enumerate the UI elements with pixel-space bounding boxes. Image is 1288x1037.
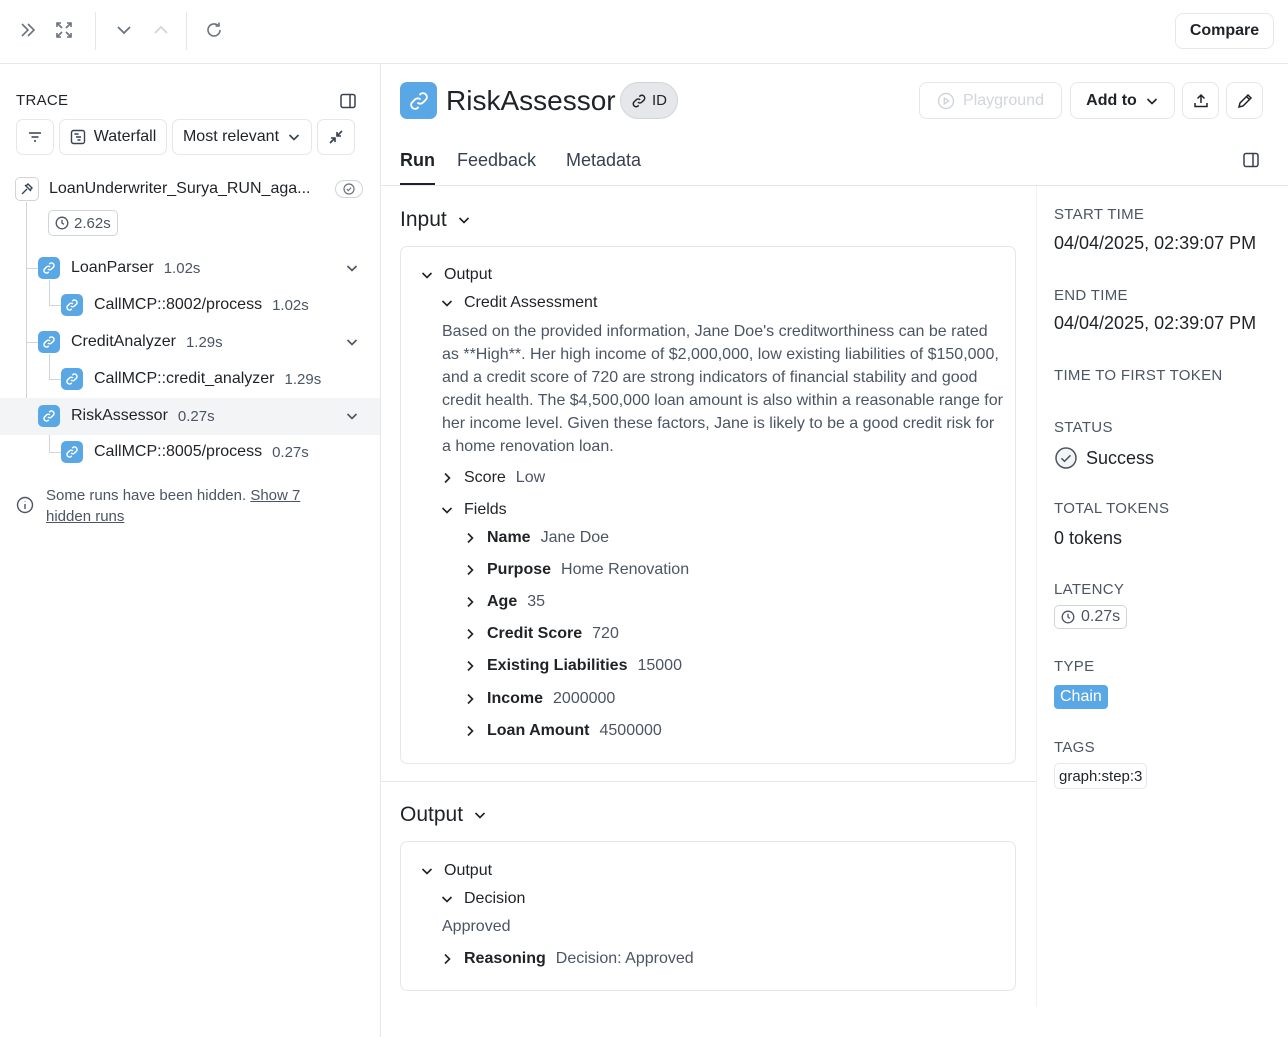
tree-node-time: 0.27s xyxy=(177,407,215,425)
chevron-down-icon xyxy=(440,296,456,310)
total-tokens-label: TOTAL TOKENS xyxy=(1054,500,1170,517)
active-tab-indicator xyxy=(400,183,435,185)
compare-button[interactable]: Compare xyxy=(1175,13,1274,49)
chevron-down-icon[interactable] xyxy=(345,261,359,275)
tree-connector xyxy=(49,452,61,453)
chevron-right-icon xyxy=(463,563,479,577)
collapse-button[interactable] xyxy=(317,119,355,155)
chevron-down-icon xyxy=(440,503,456,517)
input-output-key[interactable]: Output xyxy=(420,266,492,284)
sidebar-toggle-icon[interactable] xyxy=(1242,151,1260,169)
score-row[interactable]: Score Low xyxy=(440,469,545,487)
fields-row[interactable]: Fields xyxy=(440,501,507,519)
trace-root-row[interactable] xyxy=(15,175,375,203)
fullscreen-icon[interactable] xyxy=(52,18,76,42)
end-time-value: 04/04/2025, 02:39:07 PM xyxy=(1054,313,1257,333)
trace-duration: 2.62s xyxy=(74,214,111,232)
tab-run[interactable]: Run xyxy=(400,150,435,170)
id-label: ID xyxy=(652,92,667,109)
tree-node-time: 1.29s xyxy=(284,370,322,388)
reasoning-row[interactable]: Reasoning Decision: Approved xyxy=(440,950,694,968)
chevron-down-icon xyxy=(457,213,471,227)
tree-node-time: 1.02s xyxy=(272,296,309,314)
field-row[interactable]: Name Jane Doe xyxy=(463,529,609,547)
chevron-right-icon xyxy=(463,627,479,641)
agent-icon xyxy=(15,177,39,201)
tree-node-name: CreditAnalyzer xyxy=(71,333,176,350)
trace-heading: TRACE xyxy=(16,92,69,109)
tree-node-time: 1.29s xyxy=(185,333,223,351)
waterfall-icon xyxy=(70,129,86,145)
chevron-down-icon xyxy=(473,808,487,822)
tree-node-callmcp-credit[interactable] xyxy=(61,365,321,393)
field-row[interactable]: Age 35 xyxy=(463,593,545,611)
chevron-right-icon xyxy=(440,952,456,966)
filter-button[interactable] xyxy=(16,119,54,155)
tree-connector xyxy=(49,305,61,306)
edit-button[interactable] xyxy=(1226,82,1263,119)
filter-icon xyxy=(26,128,44,146)
waterfall-label: Waterfall xyxy=(93,128,157,145)
link-icon xyxy=(631,93,647,109)
chevron-down-icon xyxy=(1145,94,1159,108)
tree-node-creditanalyzer[interactable] xyxy=(38,328,223,356)
sort-select[interactable] xyxy=(172,119,312,155)
section-divider xyxy=(381,781,1036,782)
upload-icon xyxy=(1192,92,1210,110)
tree-node-riskassessor[interactable] xyxy=(38,402,215,430)
link-icon xyxy=(400,82,437,119)
tags-label: TAGS xyxy=(1054,739,1095,756)
tree-connector xyxy=(49,354,50,380)
latency-value: 0.27s xyxy=(1081,608,1121,625)
tree-node-callmcp-8005[interactable] xyxy=(61,438,309,466)
start-time-value: 04/04/2025, 02:39:07 PM xyxy=(1054,233,1257,253)
link-icon xyxy=(61,294,83,316)
run-tabs xyxy=(381,140,1288,186)
sort-label: Most relevant xyxy=(182,128,280,145)
chevron-right-icon xyxy=(463,531,479,545)
playground-button[interactable] xyxy=(919,82,1062,119)
latency-badge xyxy=(1054,605,1127,629)
share-button[interactable] xyxy=(1182,82,1219,119)
tree-node-name: CallMCP::8005/process xyxy=(94,443,263,460)
tag-badge[interactable]: graph:step:3 xyxy=(1054,763,1147,789)
input-title: Input xyxy=(400,208,447,231)
type-label: TYPE xyxy=(1054,658,1095,675)
trace-duration-badge xyxy=(48,210,118,236)
copy-id-button[interactable] xyxy=(620,82,678,119)
chevron-up-icon[interactable] xyxy=(149,18,173,42)
output-output-key[interactable]: Output xyxy=(420,862,492,880)
tab-feedback[interactable]: Feedback xyxy=(457,150,537,170)
page-title: RiskAssessor xyxy=(446,85,616,116)
play-circle-icon xyxy=(937,92,955,110)
output-title: Output xyxy=(400,803,464,826)
link-icon xyxy=(61,368,83,390)
refresh-icon[interactable] xyxy=(202,18,226,42)
sidebar-toggle-icon[interactable] xyxy=(339,92,357,110)
tree-node-loanparser[interactable] xyxy=(38,254,200,282)
type-badge: Chain xyxy=(1054,685,1108,709)
add-to-button[interactable] xyxy=(1070,82,1175,119)
input-section-toggle[interactable] xyxy=(400,208,471,232)
tree-node-time: 1.02s xyxy=(163,259,201,277)
status-label: STATUS xyxy=(1054,419,1113,436)
credit-assessment-key[interactable]: Credit Assessment xyxy=(440,294,597,312)
end-time-label: END TIME xyxy=(1054,287,1128,304)
chevron-right-icon xyxy=(440,471,456,485)
link-icon xyxy=(38,331,60,353)
clock-icon xyxy=(1061,610,1075,624)
credit-assessment-text: Based on the provided information, Jane Doe's creditworthiness can be rated as **High**. Her high income of $2,000,000, low existing liabilities of $150,000, and a credit score of 720 are strong indicators of financial stability and good credit health. The $4,500,000 loan amount is also within a reasonable range for her income level. Given these factors, Jane is likely to be a good credit risk for a home renovation loan. xyxy=(442,323,1003,455)
check-circle-icon xyxy=(1054,446,1078,470)
playground-label: Playground xyxy=(963,91,1044,109)
tree-connector xyxy=(49,280,50,306)
trace-root-name: LoanUnderwriter_Surya_RUN_aga... xyxy=(49,180,311,197)
tree-node-name: CallMCP::8002/process xyxy=(94,296,263,313)
collapse-icon xyxy=(327,128,345,146)
check-circle-icon xyxy=(335,180,363,198)
tree-node-callmcp-8002[interactable] xyxy=(61,291,309,319)
info-icon xyxy=(16,496,34,514)
tree-connector xyxy=(26,202,27,404)
show-hidden-runs-link[interactable]: Show 7 hidden runs xyxy=(46,487,301,525)
chevron-right-icon xyxy=(463,595,479,609)
field-row[interactable]: Existing Liabilities 15000 xyxy=(463,657,682,675)
tree-node-name: CallMCP::credit_analyzer xyxy=(94,370,275,387)
status-value: Success xyxy=(1086,447,1155,468)
clock-icon xyxy=(55,216,69,230)
tree-connector xyxy=(26,342,38,343)
status-value-row xyxy=(1054,446,1154,470)
link-icon xyxy=(61,441,83,463)
tab-metadata[interactable]: Metadata xyxy=(566,150,642,170)
tree-node-time: 0.27s xyxy=(272,443,309,461)
expand-panel-icon[interactable] xyxy=(16,18,40,42)
tree-connector xyxy=(49,379,61,380)
hidden-runs-note xyxy=(16,485,346,527)
start-time-label: START TIME xyxy=(1054,206,1145,223)
trace-panel xyxy=(0,64,381,1037)
ttft-label: TIME TO FIRST TOKEN xyxy=(1054,367,1223,384)
tree-node-name: RiskAssessor xyxy=(71,407,168,424)
decision-key[interactable]: Decision xyxy=(440,890,525,908)
chevron-down-icon[interactable] xyxy=(112,18,136,42)
output-section-toggle[interactable] xyxy=(400,803,487,827)
chevron-down-icon xyxy=(420,268,436,282)
decision-value: Approved xyxy=(442,918,511,935)
link-icon xyxy=(38,257,60,279)
field-row[interactable]: Credit Score 720 xyxy=(463,625,619,643)
toolbar-divider xyxy=(95,12,96,50)
chevron-down-icon xyxy=(287,130,301,144)
field-row[interactable]: Purpose Home Renovation xyxy=(463,561,689,579)
chevron-down-icon xyxy=(420,864,436,878)
link-icon xyxy=(38,405,60,427)
add-to-label: Add to xyxy=(1086,91,1137,109)
output-card xyxy=(400,841,1016,991)
field-row[interactable]: Income 2000000 xyxy=(463,690,615,708)
pencil-icon xyxy=(1236,92,1254,110)
chevron-right-icon xyxy=(463,659,479,673)
tree-connector xyxy=(26,268,38,269)
latency-label: LATENCY xyxy=(1054,581,1125,598)
chevron-down-icon[interactable] xyxy=(345,409,359,423)
top-toolbar xyxy=(0,0,1288,64)
chevron-right-icon xyxy=(463,724,479,738)
waterfall-button[interactable] xyxy=(59,119,167,155)
chevron-down-icon[interactable] xyxy=(345,335,359,349)
chevron-down-icon xyxy=(440,892,456,906)
chevron-right-icon xyxy=(463,692,479,706)
field-row[interactable]: Loan Amount 4500000 xyxy=(463,722,662,740)
hidden-note-text: Some runs have been hidden. xyxy=(46,487,247,504)
total-tokens-value: 0 tokens xyxy=(1054,528,1123,548)
toolbar-divider xyxy=(186,12,187,50)
tree-node-name: LoanParser xyxy=(71,259,154,276)
